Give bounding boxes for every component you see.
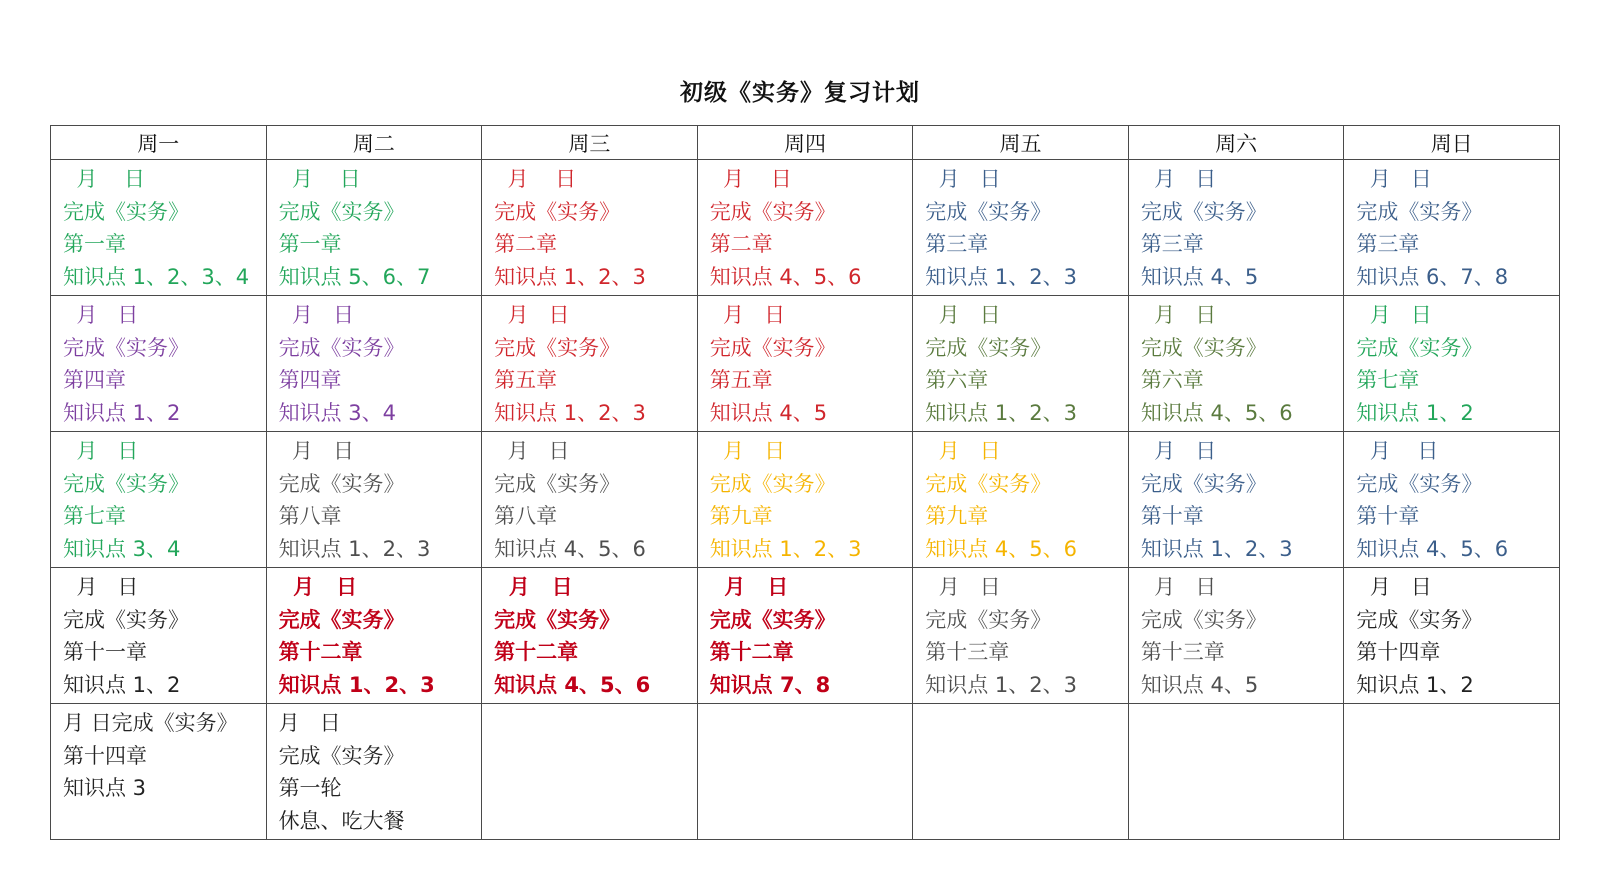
points-line: 知识点 4、5、6 bbox=[494, 536, 646, 561]
chapter-line: 第八章 bbox=[278, 504, 342, 528]
plan-body bbox=[51, 160, 1560, 840]
weekday-header-row bbox=[51, 126, 1560, 160]
task-line: 完成《实务》 bbox=[278, 471, 405, 496]
date-line: 月 日 bbox=[1356, 439, 1439, 463]
weekday-header: 周四 bbox=[697, 126, 913, 160]
task-line: 完成《实务》 bbox=[1356, 335, 1483, 360]
plan-cell bbox=[697, 432, 913, 568]
plan-cell bbox=[697, 160, 913, 296]
points-line: 知识点 3 bbox=[63, 776, 147, 800]
task-line: 完成《实务》 bbox=[1140, 471, 1267, 496]
chapter-line: 第五章 bbox=[709, 368, 773, 392]
chapter-line: 第十二章 bbox=[494, 640, 579, 664]
date-line: 月 日 bbox=[925, 167, 1001, 191]
plan-cell bbox=[266, 296, 482, 432]
weekday-header: 周一 bbox=[51, 126, 267, 160]
plan-cell bbox=[266, 704, 482, 840]
date-line: 月 日 bbox=[1356, 167, 1432, 191]
plan-cell bbox=[1344, 296, 1560, 432]
chapter-line: 第四章 bbox=[278, 368, 342, 392]
points-line: 知识点 1、2、3 bbox=[494, 400, 646, 425]
chapter-line: 第十二章 bbox=[709, 640, 794, 664]
points-line: 知识点 1、2 bbox=[1356, 400, 1474, 425]
chapter-line: 第八章 bbox=[494, 504, 558, 528]
date-line: 月 日 bbox=[1140, 439, 1217, 463]
date-line: 月 日 bbox=[925, 439, 1001, 463]
task-line: 完成《实务》 bbox=[494, 335, 621, 360]
task-line: 完成《实务》 bbox=[1140, 607, 1267, 632]
chapter-line: 第十章 bbox=[1140, 504, 1204, 528]
task-line: 完成《实务》 bbox=[925, 335, 1052, 360]
plan-row bbox=[51, 296, 1560, 432]
chapter-line: 第十一章 bbox=[63, 640, 147, 664]
points-line: 知识点 4、5、6 bbox=[709, 264, 862, 289]
date-line: 月 日 bbox=[1356, 303, 1432, 327]
plan-row bbox=[51, 568, 1560, 704]
date-line: 月 日 bbox=[63, 167, 146, 191]
chapter-line: 第三章 bbox=[925, 232, 989, 256]
points-line: 知识点 4、5 bbox=[1140, 264, 1259, 289]
plan-cell bbox=[482, 160, 698, 296]
plan-cell bbox=[1128, 568, 1344, 704]
points-line: 知识点 1、2、3、4 bbox=[63, 264, 250, 289]
task-line: 完成《实务》 bbox=[63, 199, 189, 224]
plan-cell bbox=[266, 160, 482, 296]
weekday-header: 周日 bbox=[1344, 126, 1560, 160]
chapter-line: 第五章 bbox=[494, 368, 558, 392]
points-line: 知识点 4、5、6 bbox=[494, 672, 651, 697]
task-line: 完成《实务》 bbox=[1140, 335, 1267, 360]
plan-cell bbox=[1128, 704, 1344, 840]
date-line: 月 日 bbox=[709, 439, 786, 463]
task-line: 完成《实务》 bbox=[278, 743, 405, 768]
points-line: 知识点 4、5、6 bbox=[1140, 400, 1293, 425]
plan-cell bbox=[51, 568, 267, 704]
task-line: 完成《实务》 bbox=[278, 335, 405, 360]
task-line: 完成《实务》 bbox=[1356, 607, 1483, 632]
task-line: 完成《实务》 bbox=[278, 199, 405, 224]
task-line: 完成《实务》 bbox=[494, 471, 621, 496]
chapter-line: 第一章 bbox=[278, 232, 342, 256]
chapter-line: 第一轮 bbox=[278, 776, 342, 800]
task-line: 完成《实务》 bbox=[709, 471, 836, 496]
plan-cell bbox=[913, 160, 1129, 296]
chapter-line: 第九章 bbox=[709, 504, 773, 528]
plan-cell bbox=[482, 432, 698, 568]
date-line: 月 日 bbox=[709, 303, 786, 327]
chapter-line: 第十四章 bbox=[63, 743, 147, 768]
task-line: 完成《实务》 bbox=[925, 199, 1052, 224]
task-line: 完成《实务》 bbox=[63, 471, 189, 496]
weekday-header: 周二 bbox=[266, 126, 482, 160]
date-line: 月 日 bbox=[278, 439, 354, 463]
points-line: 知识点 1、2、3 bbox=[494, 264, 646, 289]
date-line: 月 日 bbox=[494, 439, 570, 463]
points-line: 知识点 1、2、3 bbox=[925, 672, 1078, 697]
chapter-line: 第三章 bbox=[1356, 232, 1420, 256]
chapter-line: 第七章 bbox=[1356, 368, 1420, 392]
plan-cell bbox=[1344, 704, 1560, 840]
points-line: 知识点 4、5、6 bbox=[925, 536, 1078, 561]
points-line: 知识点 1、2、3 bbox=[709, 536, 862, 561]
chapter-line: 第十四章 bbox=[1356, 640, 1441, 664]
plan-cell bbox=[1128, 160, 1344, 296]
plan-cell bbox=[482, 704, 698, 840]
plan-row bbox=[51, 160, 1560, 296]
points-line: 知识点 4、5、6 bbox=[1356, 536, 1509, 561]
points-line: 知识点 1、2、3 bbox=[925, 400, 1078, 425]
points-line: 知识点 1、2 bbox=[63, 672, 181, 697]
task-line: 完成《实务》 bbox=[278, 607, 405, 632]
date-line: 月 日 bbox=[494, 303, 570, 327]
date-line: 月 日 bbox=[63, 575, 139, 599]
points-line: 知识点 4、5 bbox=[1140, 672, 1259, 697]
plan-row bbox=[51, 432, 1560, 568]
points-line: 知识点 1、2 bbox=[1356, 672, 1474, 697]
task-line: 完成《实务》 bbox=[709, 335, 836, 360]
points-line: 知识点 4、5 bbox=[709, 400, 828, 425]
weekday-header: 周五 bbox=[913, 126, 1129, 160]
weekday-header: 周六 bbox=[1128, 126, 1344, 160]
plan-cell bbox=[1128, 432, 1344, 568]
date-line: 月 日 bbox=[1140, 303, 1217, 327]
task-line: 完成《实务》 bbox=[925, 471, 1052, 496]
date-line: 月 日完成《实务》 bbox=[63, 711, 238, 735]
date-line: 月 日 bbox=[278, 303, 354, 327]
plan-cell bbox=[1344, 160, 1560, 296]
plan-cell bbox=[266, 568, 482, 704]
date-line: 月 日 bbox=[1356, 575, 1432, 599]
date-line: 月 日 bbox=[925, 303, 1001, 327]
chapter-line: 第十章 bbox=[1356, 504, 1420, 528]
date-line: 月 日 bbox=[494, 167, 577, 191]
chapter-line: 第二章 bbox=[709, 232, 773, 256]
date-line: 月 日 bbox=[494, 575, 573, 599]
task-line: 完成《实务》 bbox=[925, 607, 1052, 632]
task-line: 完成《实务》 bbox=[63, 607, 189, 632]
plan-cell bbox=[913, 296, 1129, 432]
plan-cell bbox=[697, 296, 913, 432]
chapter-line: 第六章 bbox=[1140, 368, 1204, 392]
date-line: 月 日 bbox=[925, 575, 1001, 599]
plan-cell bbox=[1344, 432, 1560, 568]
plan-row bbox=[51, 704, 1560, 840]
plan-cell bbox=[1128, 296, 1344, 432]
plan-cell bbox=[697, 704, 913, 840]
plan-cell bbox=[51, 704, 267, 840]
points-line: 知识点 1、2、3 bbox=[278, 536, 431, 561]
date-line: 月 日 bbox=[1140, 575, 1217, 599]
points-line: 知识点 1、2、3 bbox=[278, 672, 435, 697]
chapter-line: 第一章 bbox=[63, 232, 126, 256]
chapter-line: 第三章 bbox=[1140, 232, 1204, 256]
date-line: 月 日 bbox=[278, 575, 358, 599]
review-plan-table bbox=[50, 125, 1560, 840]
plan-cell bbox=[51, 160, 267, 296]
date-line: 月 日 bbox=[1140, 167, 1217, 191]
plan-cell bbox=[913, 704, 1129, 840]
task-line: 完成《实务》 bbox=[494, 199, 621, 224]
plan-cell bbox=[482, 568, 698, 704]
points-line: 知识点 7、8 bbox=[709, 672, 831, 697]
chapter-line: 第十三章 bbox=[1140, 640, 1225, 664]
points-line: 知识点 1、2 bbox=[63, 400, 181, 425]
chapter-line: 第十三章 bbox=[925, 640, 1010, 664]
plan-cell bbox=[266, 432, 482, 568]
chapter-line: 第七章 bbox=[63, 504, 126, 528]
plan-cell bbox=[913, 432, 1129, 568]
date-line: 月 日 bbox=[278, 711, 341, 735]
points-line: 知识点 1、2、3 bbox=[1140, 536, 1293, 561]
plan-cell bbox=[697, 568, 913, 704]
task-line: 完成《实务》 bbox=[709, 199, 836, 224]
document-title: 初级《实务》复习计划 bbox=[680, 80, 920, 106]
task-line: 完成《实务》 bbox=[709, 607, 836, 632]
weekday-header: 周三 bbox=[482, 126, 698, 160]
plan-cell bbox=[51, 432, 267, 568]
plan-cell bbox=[913, 568, 1129, 704]
chapter-line: 第十二章 bbox=[278, 640, 363, 664]
chapter-line: 第九章 bbox=[925, 504, 989, 528]
plan-cell bbox=[482, 296, 698, 432]
plan-cell bbox=[1344, 568, 1560, 704]
task-line: 完成《实务》 bbox=[1356, 199, 1483, 224]
points-line: 知识点 5、6、7 bbox=[278, 264, 431, 289]
points-line: 知识点 6、7、8 bbox=[1356, 264, 1509, 289]
chapter-line: 第六章 bbox=[925, 368, 989, 392]
plan-cell bbox=[51, 296, 267, 432]
task-line: 完成《实务》 bbox=[1140, 199, 1267, 224]
date-line: 月 日 bbox=[709, 167, 792, 191]
chapter-line: 第四章 bbox=[63, 368, 126, 392]
points-line: 知识点 1、2、3 bbox=[925, 264, 1078, 289]
task-line: 完成《实务》 bbox=[1356, 471, 1483, 496]
points-line: 知识点 3、4 bbox=[63, 536, 181, 561]
date-line: 月 日 bbox=[709, 575, 789, 599]
task-line: 完成《实务》 bbox=[494, 607, 621, 632]
points-line: 知识点 3、4 bbox=[278, 400, 396, 425]
chapter-line: 第二章 bbox=[494, 232, 558, 256]
points-line: 休息、吃大餐 bbox=[278, 808, 405, 833]
date-line: 月 日 bbox=[63, 439, 139, 463]
date-line: 月 日 bbox=[278, 167, 361, 191]
date-line: 月 日 bbox=[63, 303, 139, 327]
task-line: 完成《实务》 bbox=[63, 335, 189, 360]
